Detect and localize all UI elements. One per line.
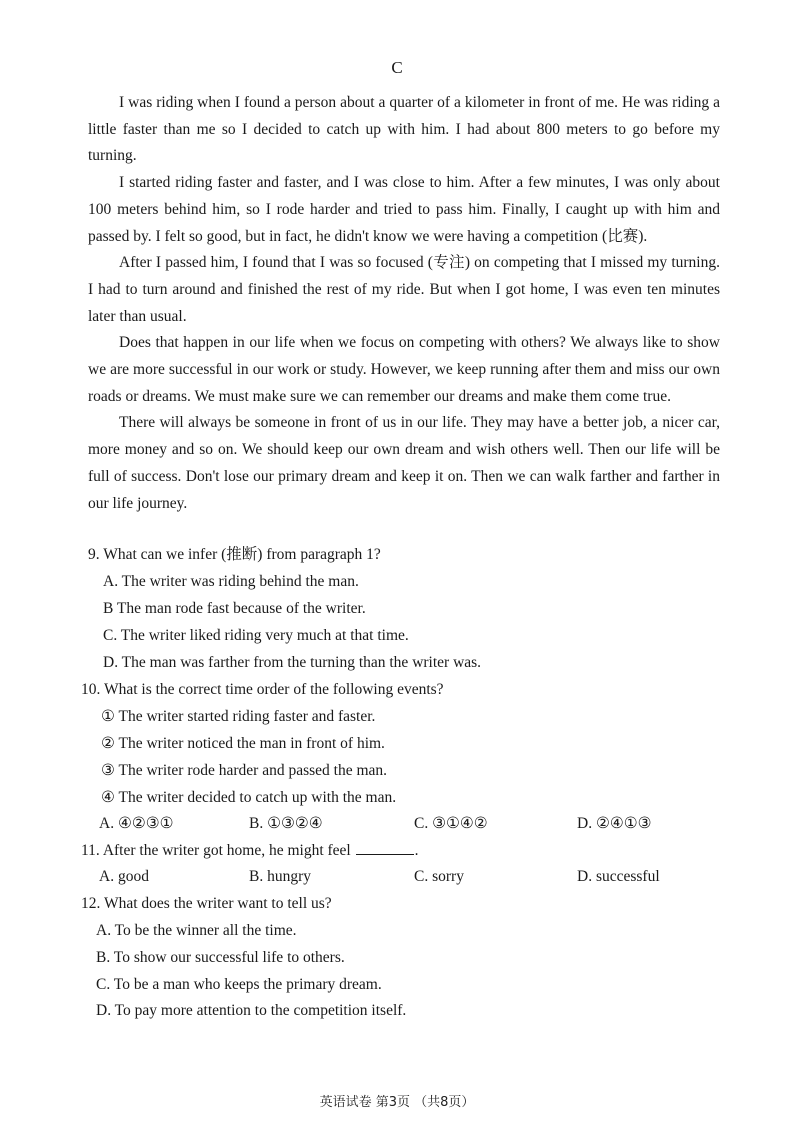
question-10-event-3: ③ The writer rode harder and passed the man.	[101, 762, 388, 779]
question-10-option-a: A. ④②③①	[99, 815, 174, 832]
question-12-option-c: C. To be a man who keeps the primary dream.	[96, 976, 382, 993]
question-10-event-2: ② The writer noticed the man in front of him.	[101, 735, 385, 752]
paragraph-2: I started riding faster and faster, and I was close to him. After a few minutes, I was only about 100 meters behind him, so I rode harder and tried to pass him. Finally, I caught up with him and passed by. I felt so good, but in fact, he didn't know we were having a competition (比赛).	[88, 174, 720, 245]
question-12-option-a: A. To be the winner all the time.	[96, 922, 297, 939]
question-10-stem: 10. What is the correct time order of the following events?	[81, 681, 444, 698]
question-9-option-a: A. The writer was riding behind the man.	[103, 573, 359, 590]
question-11-stem	[81, 837, 419, 864]
question-11-stem-text: 11. After the writer got home, he might feel	[81, 842, 351, 859]
question-12-option-d: D. To pay more attention to the competition itself.	[96, 1002, 407, 1019]
question-11-option-a: A. good	[99, 868, 149, 885]
paragraph-4: Does that happen in our life when we focus on competing with others? We always like to show we are more successful in our work or study. However, we keep running after them and miss our own roads or dreams. We must make sure we can remember our dreams and make them come true.	[88, 334, 720, 405]
answer-blank	[356, 840, 414, 855]
question-10-event-1: ① The writer started riding faster and faster.	[101, 708, 376, 725]
question-9-stem: 9. What can we infer (推断) from paragraph 1?	[88, 546, 381, 563]
question-9-option-c: C. The writer liked riding very much at that time.	[103, 627, 409, 644]
question-10-event-4: ④ The writer decided to catch up with the man.	[101, 789, 397, 806]
question-11-option-b: B. hungry	[249, 868, 311, 885]
reading-passage	[88, 90, 720, 517]
question-10-option-c: C. ③①④②	[414, 815, 488, 832]
question-10-option-d: D. ②④①③	[577, 815, 652, 832]
section-heading: C	[391, 58, 403, 77]
question-11-option-c: C. sorry	[414, 868, 464, 885]
paragraph-5: There will always be someone in front of us in our life. They may have a better job, a nicer car, more money and so on. We should keep our own dream and wish others well. Then our life will be full of success. Don't lose our primary dream and keep it on. Then we can walk farther and farther in our life journey.	[88, 414, 720, 512]
question-11-stem-end: .	[414, 842, 419, 859]
paragraph-1: I was riding when I found a person about a quarter of a kilometer in front of me. He was riding a little faster than me so I decided to catch up with him. I had about 800 meters to go before my turning.	[88, 94, 720, 165]
paragraph-3: After I passed him, I found that I was so focused (专注) on competing that I missed my turning. I had to turn around and finished the rest of my ride. But when I got home, I was even ten minutes later than usual.	[88, 254, 720, 325]
question-12-option-b: B. To show our successful life to others.	[96, 949, 345, 966]
question-10-option-b: B. ①③②④	[249, 815, 323, 832]
page-footer: 英语试卷 第3页 （共8页）	[319, 1095, 475, 1110]
question-11-option-d: D. successful	[577, 868, 660, 885]
question-12-stem: 12. What does the writer want to tell us?	[81, 895, 332, 912]
question-9-option-b: B The man rode fast because of the writer.	[103, 600, 366, 617]
question-9-option-d: D. The man was farther from the turning than the writer was.	[103, 654, 482, 671]
